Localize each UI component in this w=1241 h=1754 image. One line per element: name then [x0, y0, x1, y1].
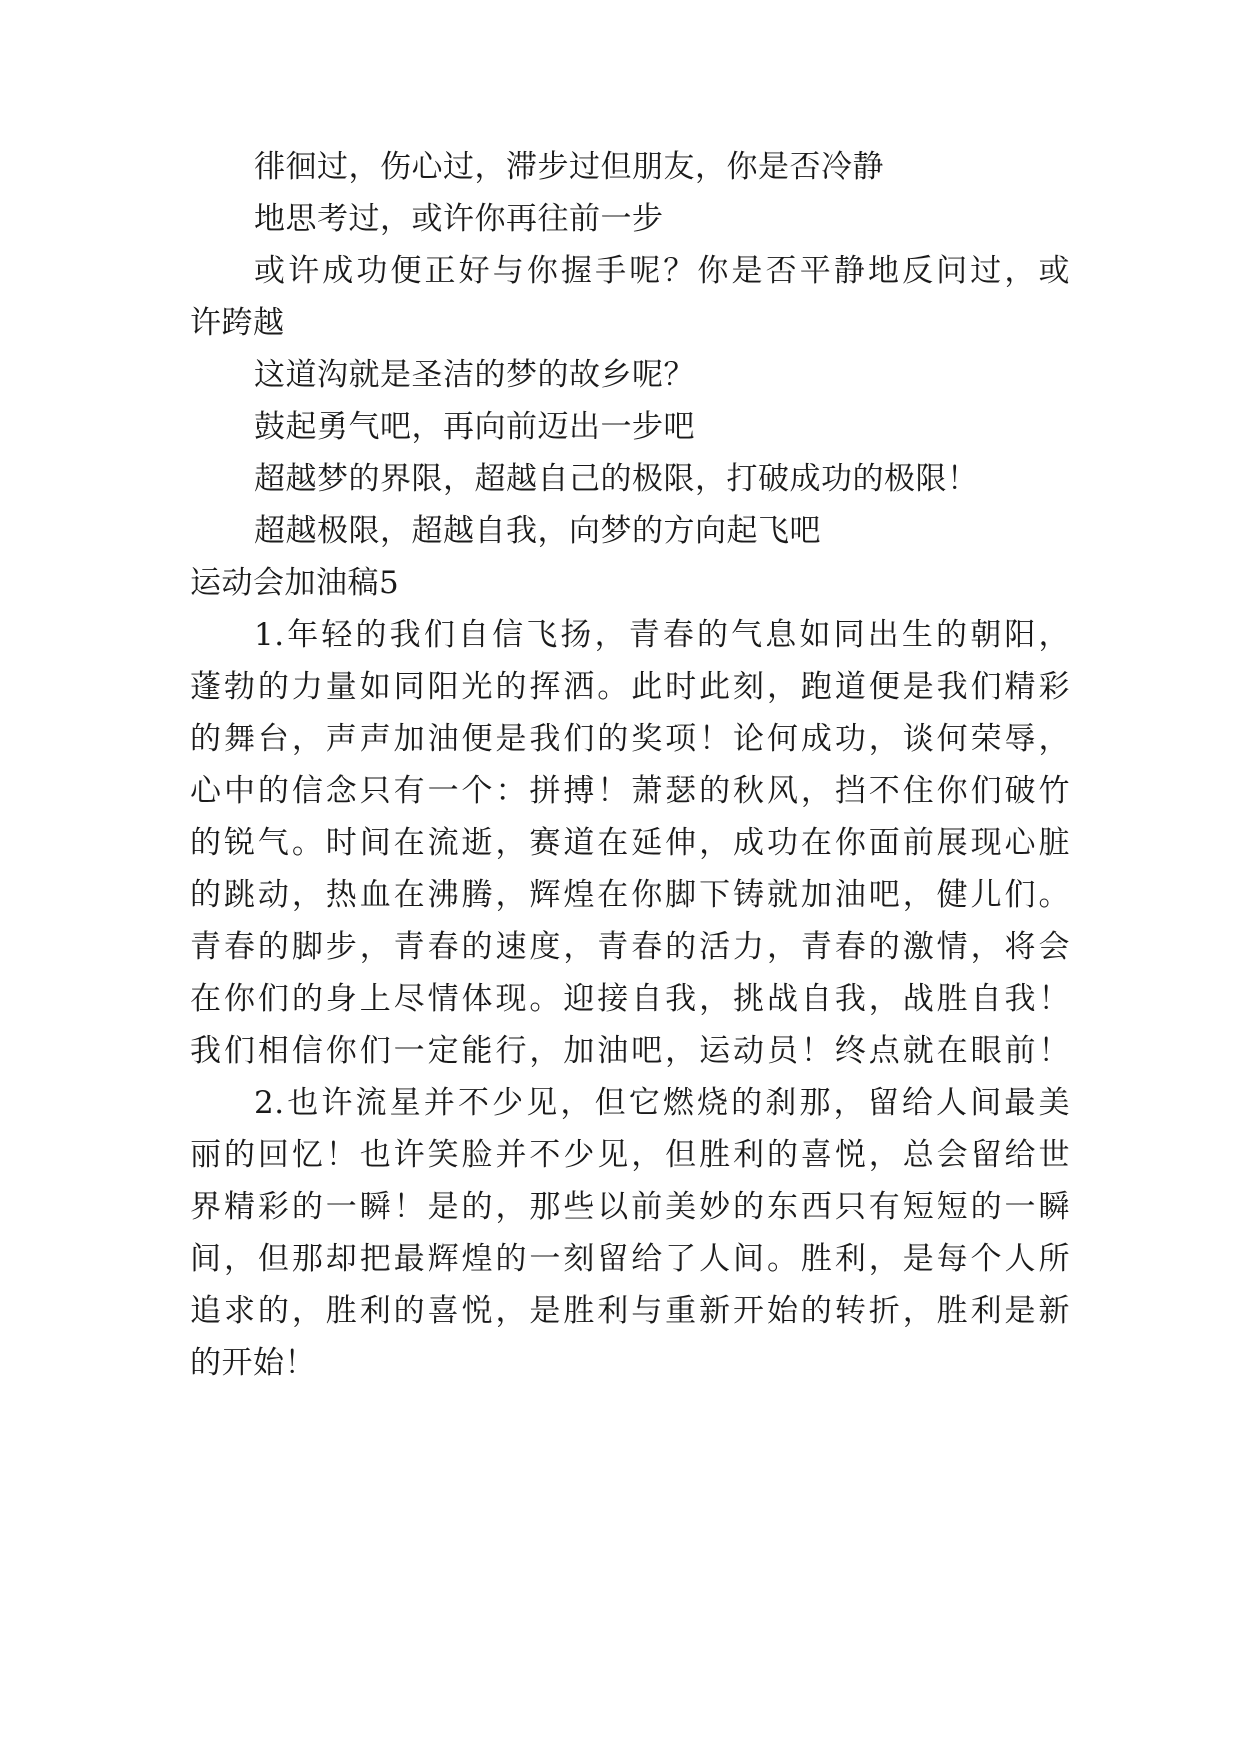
paragraph-line: 蓬勃的力量如同阳光的挥洒。此时此刻，跑道便是我们精彩 [190, 669, 1070, 705]
paragraph-line: 在你们的身上尽情体现。迎接自我，挑战自我，战胜自我！ [190, 981, 1070, 1017]
poem-line: 许跨越 [190, 305, 285, 341]
paragraph-line: 追求的，胜利的喜悦，是胜利与重新开始的转折，胜利是新 [190, 1293, 1070, 1329]
poem-line: 徘徊过，伤心过，滞步过但朋友，你是否冷静 [254, 149, 884, 185]
paragraph-line: 的跳动，热血在沸腾，辉煌在你脚下铸就加油吧，健儿们。 [190, 877, 1070, 913]
poem-line: 超越梦的界限，超越自己的极限，打破成功的极限！ [254, 461, 979, 497]
paragraph-line: 1.年轻的我们自信飞扬，青春的气息如同出生的朝阳， [254, 617, 1070, 653]
paragraph-line: 的舞台，声声加油便是我们的奖项！论何成功，谈何荣辱， [190, 721, 1070, 757]
paragraph-line: 界精彩的一瞬！是的，那些以前美妙的东西只有短短的一瞬 [190, 1189, 1070, 1225]
poem-line: 超越极限，超越自我，向梦的方向起飞吧 [254, 513, 821, 549]
paragraph-line: 的开始！ [190, 1345, 316, 1381]
paragraph-line: 我们相信你们一定能行，加油吧，运动员！终点就在眼前！ [190, 1033, 1070, 1069]
paragraph-line: 丽的回忆！也许笑脸并不少见，但胜利的喜悦，总会留给世 [190, 1137, 1070, 1173]
section-heading: 运动会加油稿5 [190, 565, 400, 601]
paragraph-line: 2.也许流星并不少见，但它燃烧的刹那，留给人间最美 [254, 1085, 1070, 1121]
paragraph-line: 青春的脚步，青春的速度，青春的活力，青春的激情，将会 [190, 929, 1070, 965]
poem-line: 或许成功便正好与你握手呢？你是否平静地反问过，或 [254, 253, 1070, 289]
poem-line: 这道沟就是圣洁的梦的故乡呢？ [254, 357, 695, 393]
poem-line: 鼓起勇气吧，再向前迈出一步吧 [254, 409, 695, 445]
poem-line: 地思考过，或许你再往前一步 [254, 201, 664, 237]
paragraph-line: 的锐气。时间在流逝，赛道在延伸，成功在你面前展现心脏 [190, 825, 1070, 861]
paragraph-line: 心中的信念只有一个：拼搏！萧瑟的秋风，挡不住你们破竹 [190, 773, 1070, 809]
paragraph-line: 间，但那却把最辉煌的一刻留给了人间。胜利，是每个人所 [190, 1241, 1070, 1277]
